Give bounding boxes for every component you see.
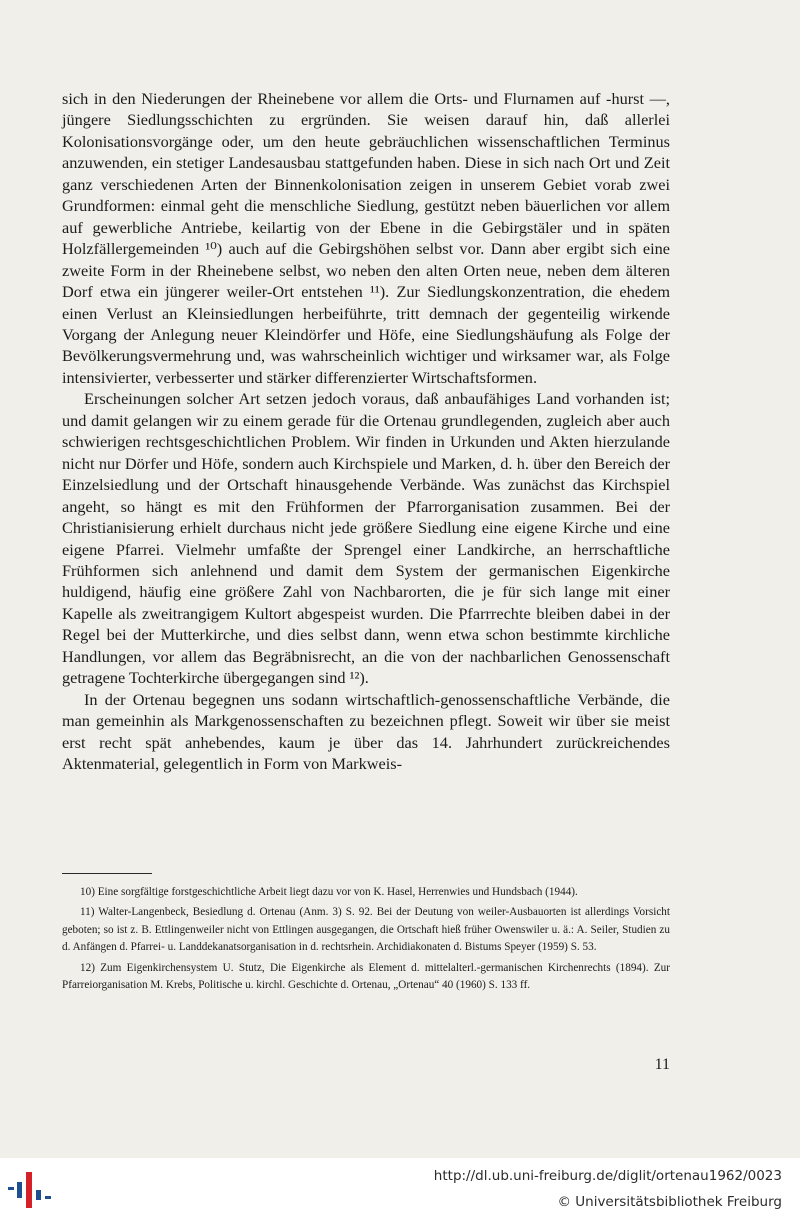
footnote-10: 10) Eine sorgfältige forstgeschichtliche Arbeit liegt dazu vor von K. Hasel, Herrenwies und Hundsbach (1944). — [80, 886, 578, 898]
ub-freiburg-logo-icon[interactable] — [8, 1170, 52, 1210]
footnote-divider — [62, 873, 152, 874]
paragraph-1: sich in den Niederungen der Rheinebene vor allem die Orts- und Flurnamen auf -hurst —, jüngere Siedlungsschichten zu ergründen. Sie weisen darauf hin, daß allerlei Kolonisationsvorgänge oder, um den heute gebräuchlichen wissenschaftlichen Terminus anzuwenden, ein stetiger Landesausbau stattgefunden haben. Diese in sich nach Ort und Zeit ganz verschiedenen Arten der Binnenkolonisation zeigen in unserem Gebiet vorab zwei Grundformen: einmal geht die menschliche Siedlung, gestützt neben bäuerlichen vor allem auf gewerbliche Antriebe, keilartig von der Ebene in die Gebirgstäler und in späten Holzfällergemeinden ¹⁰) auch auf die Gebirgshöhen selbst vor. Dann aber ergibt sich eine zweite Form in der Rheinebene selbst, wo neben den alten Orten neue, neben dem älteren Dorf etwa ein jüngerer weiler-Ort entstehen ¹¹). Zur Siedlungskonzentration, die ehedem einen Verlust an Kleinsiedlungen herbeiführte, tritt demnach der gegenteilig wirkende Vorgang der Anlegung neuer Kleindörfer und Höfe, eine Siedlungshäufung als Folge der Bevölkerungsvermehrung und, was wahrscheinlich wichtiger und wirksamer war, als Folge intensivierter, verbesserter und stärker differenzierter Wirtschaftsformen. — [62, 89, 670, 387]
paragraph-2: Erscheinungen solcher Art setzen jedoch voraus, daß anbaufähiges Land vorhanden ist; und damit gelangen wir zu einem gerade für die Ortenau grundlegenden, zugleich aber auch schwierigen rechtsgeschichtlichen Problem. Wir finden in Urkunden und Akten hierzulande nicht nur Dörfer und Höfe, sondern auch Kirchspiele und Marken, d. h. über den Bereich der Einzelsiedlung und der Ortschaft hinausgehende Verbände. Was zunächst das Kirchspiel angeht, so hängt es mit den Frühformen der Pfarrorganisation zusammen. Bei der Christianisierung erhielt durchaus nicht jede größere Siedlung eine eigene Kirche und eine eigene Pfarrei. Vielmehr umfaßte der Sprengel einer Landkirche, an herrschaftliche Frühformen sich anlehnend und damit dem System der germanischen Eigenkirche huldigend, häufig eine größere Zahl von Nachbarorten, die je für sich lange mit einer Kapelle als zweitrangigem Kultort abgespeist wurden. Die Pfarrrechte bleiben dabei in der Regel bei der Mutterkirche, und dies selbst dann, wenn etwa schon bestimmte kirchliche Handlungen, vor allem das Begräbnisrecht, an die von der nachbarlichen Genossenschaft getragene Tochterkirche übergegangen sind ¹²). — [62, 389, 670, 688]
footnotes — [62, 884, 670, 997]
footer-bar — [0, 1158, 800, 1220]
source-url-link[interactable]: http://dl.ub.uni-freiburg.de/diglit/ortenau1962/0023 — [433, 1168, 782, 1184]
copyright-notice: © Universitätsbibliothek Freiburg — [557, 1194, 782, 1210]
footnote-12: 12) Zum Eigenkirchensystem U. Stutz, Die Eigenkirche als Element d. mittelalterl.-germanischen Kirchenrechts (1894). Zur Pfarreiorganisation M. Krebs, Politische u. kirchl. Geschichte d. Ortenau, „Ortenau“ 40 (1960) S. 133 ff. — [62, 961, 670, 992]
page-number: 11 — [654, 1056, 670, 1073]
body-text — [62, 88, 670, 775]
paragraph-3: In der Ortenau begegnen uns sodann wirtschaftlich-genossenschaftliche Verbände, die man gemeinhin als Markgenossenschaften zu bezeichnen pflegt. Soweit wir über sie meist erst recht spät anhebendes, kaum je über das 14. Jahrhundert zurückreichendes Aktenmaterial, gelegentlich in Form von Markweis- — [62, 689, 670, 774]
footnote-11: 11) Walter-Langenbeck, Besiedlung d. Ortenau (Anm. 3) S. 92. Bei der Deutung von weiler-Ausbauorten ist allerdings Vorsicht geboten; so ist z. B. Ettlingenweiler nicht von Ettlingen ausgegangen, die Ortschaft hieß früher Owenswiler u. ä.: A. Seiler, Studien zu d. Anfängen d. Pfarrei- u. Landdekanatsorganisation in d. rechtsrhein. Archidiakonaten d. Bistums Speyer (1959) S. 53. — [62, 906, 670, 954]
